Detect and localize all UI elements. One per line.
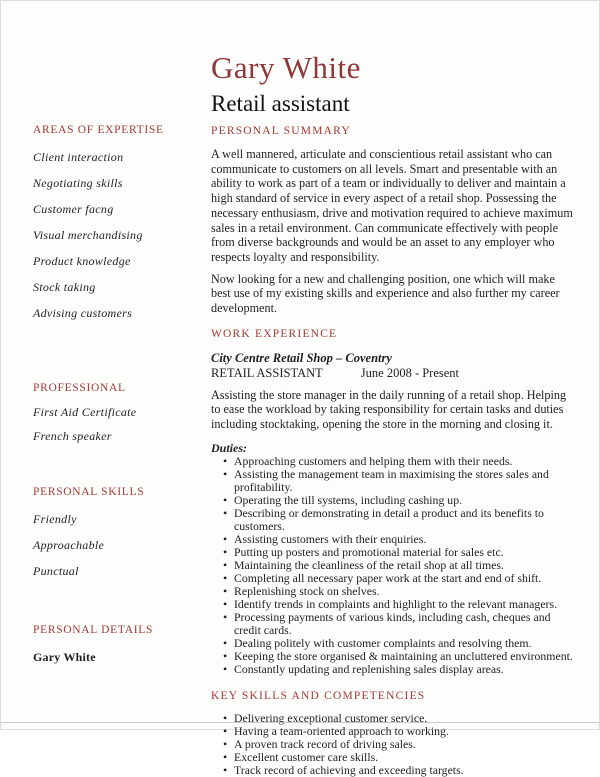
key-skill-item: • Track record of achieving and exceeding targets. (223, 764, 575, 777)
summary-paragraph-1: A well mannered, articulate and conscientious retail assistant who can communicate to customers on all levels. Smart and presentable with an ability to work as part of a team or individually to deliver and maintain a high standard of service in every aspect of a retail shop. Possessing the necessary enthusiasm, drive and motivation required to achieve maximum sales in a retail environment. Can communicate effectively with people from diverse backgrounds and would be an asset to any employer who respects loyalty and responsibility. (211, 147, 573, 264)
duty-item: • Operating the till systems, including cashing up. (223, 494, 575, 507)
key-skills-heading: KEY SKILLS AND COMPETENCIES (211, 689, 426, 702)
sidebar-item: Stock taking (33, 280, 96, 294)
sidebar-list-professional (33, 406, 211, 443)
personal-summary-heading: PERSONAL SUMMARY (211, 125, 351, 137)
main-column (211, 1, 589, 777)
duty-item: • Keeping the store organised & maintaining an uncluttered environment. (223, 650, 575, 663)
sidebar-heading-professional: PROFESSIONAL (33, 382, 126, 394)
sidebar-item: Visual merchandising (33, 228, 143, 242)
sidebar-item: Punctual (33, 564, 79, 578)
sidebar-heading-personal-skills: PERSONAL SKILLS (33, 486, 145, 498)
sidebar-item: Client interaction (33, 150, 124, 164)
duty-item: • Constantly updating and replenishing sales display areas. (223, 663, 575, 676)
duty-item: • Completing all necessary paper work at the start and end of shift. (223, 572, 575, 585)
duty-item: • Approaching customers and helping them with their needs. (223, 455, 575, 468)
page-bottom-edge (1, 722, 599, 723)
sidebar-item: Negotiating skills (33, 176, 123, 190)
sidebar-item: Customer facng (33, 202, 114, 216)
job-role: RETAIL ASSISTANT (211, 365, 323, 380)
document-content (1, 1, 599, 777)
duty-item: • Putting up posters and promotional material for sales etc. (223, 546, 575, 559)
sidebar-item: Friendly (33, 512, 77, 526)
sidebar-item: Approachable (33, 538, 105, 552)
sidebar-heading-areas-of-expertise: AREAS OF EXPERTISE (33, 124, 164, 136)
sidebar-list-personal-skills (33, 513, 211, 578)
duty-item: • Assisting the management team in maximising the stores sales and profitability. (223, 468, 575, 494)
duties-label: Duties: (211, 440, 247, 455)
sidebar-section-areas-of-expertise (33, 124, 211, 320)
candidate-job-title: Retail assistant (211, 91, 350, 116)
employer-name: City Centre Retail Shop – Coventry (211, 350, 392, 365)
sidebar-heading-personal-details: PERSONAL DETAILS (33, 624, 154, 636)
key-skill-item: • A proven track record of driving sales. (223, 738, 575, 751)
key-skill-item: • Excellent customer care skills. (223, 751, 575, 764)
duty-item: • Describing or demonstrating in detail a product and its benefits to customers. (223, 507, 575, 533)
sidebar-item: Advising customers (33, 306, 133, 320)
sidebar-section-personal-details (33, 624, 211, 664)
personal-details-name: Gary White (33, 650, 96, 664)
work-experience-heading: WORK EXPERIENCE (211, 327, 338, 340)
sidebar-item: First Aid Certificate (33, 405, 137, 419)
job-description: Assisting the store manager in the daily running of a retail shop. Helping to ease the workload by taking responsibility for certain tasks and duties including stocktaking, opening the store in the morning and closing it. (211, 387, 567, 432)
duty-item: • Processing payments of various kinds, including cash, cheques and credit cards. (223, 611, 575, 637)
duty-item: • Dealing politely with customer complaints and resolving them. (223, 637, 575, 650)
duties-list (211, 455, 575, 676)
job-dates: June 2008 - Present (360, 365, 460, 380)
sidebar-section-personal-skills (33, 486, 211, 578)
duty-item: • Identify trends in complaints and highlight to the relevant managers. (223, 598, 575, 611)
duty-item: • Replenishing stock on shelves. (223, 585, 575, 598)
sidebar-section-professional (33, 382, 211, 443)
sidebar-list-areas-of-expertise (33, 151, 211, 320)
sidebar-item: Product knowledge (33, 254, 131, 268)
duty-item: • Assisting customers with their enquiries. (223, 533, 575, 546)
job-title-line (211, 366, 575, 381)
sidebar (33, 1, 211, 695)
key-skill-item: • Having a team-oriented approach to working. (223, 725, 575, 738)
candidate-name: Gary White (211, 50, 361, 85)
sidebar-item: French speaker (33, 429, 112, 443)
key-skill-item: • Delivering exceptional customer service. (223, 712, 575, 725)
duty-item: • Maintaining the cleanliness of the retail shop at all times. (223, 559, 575, 572)
summary-paragraph-2: Now looking for a new and challenging position, one which will make best use of my existing skills and experience and also further my career development. (211, 271, 560, 316)
